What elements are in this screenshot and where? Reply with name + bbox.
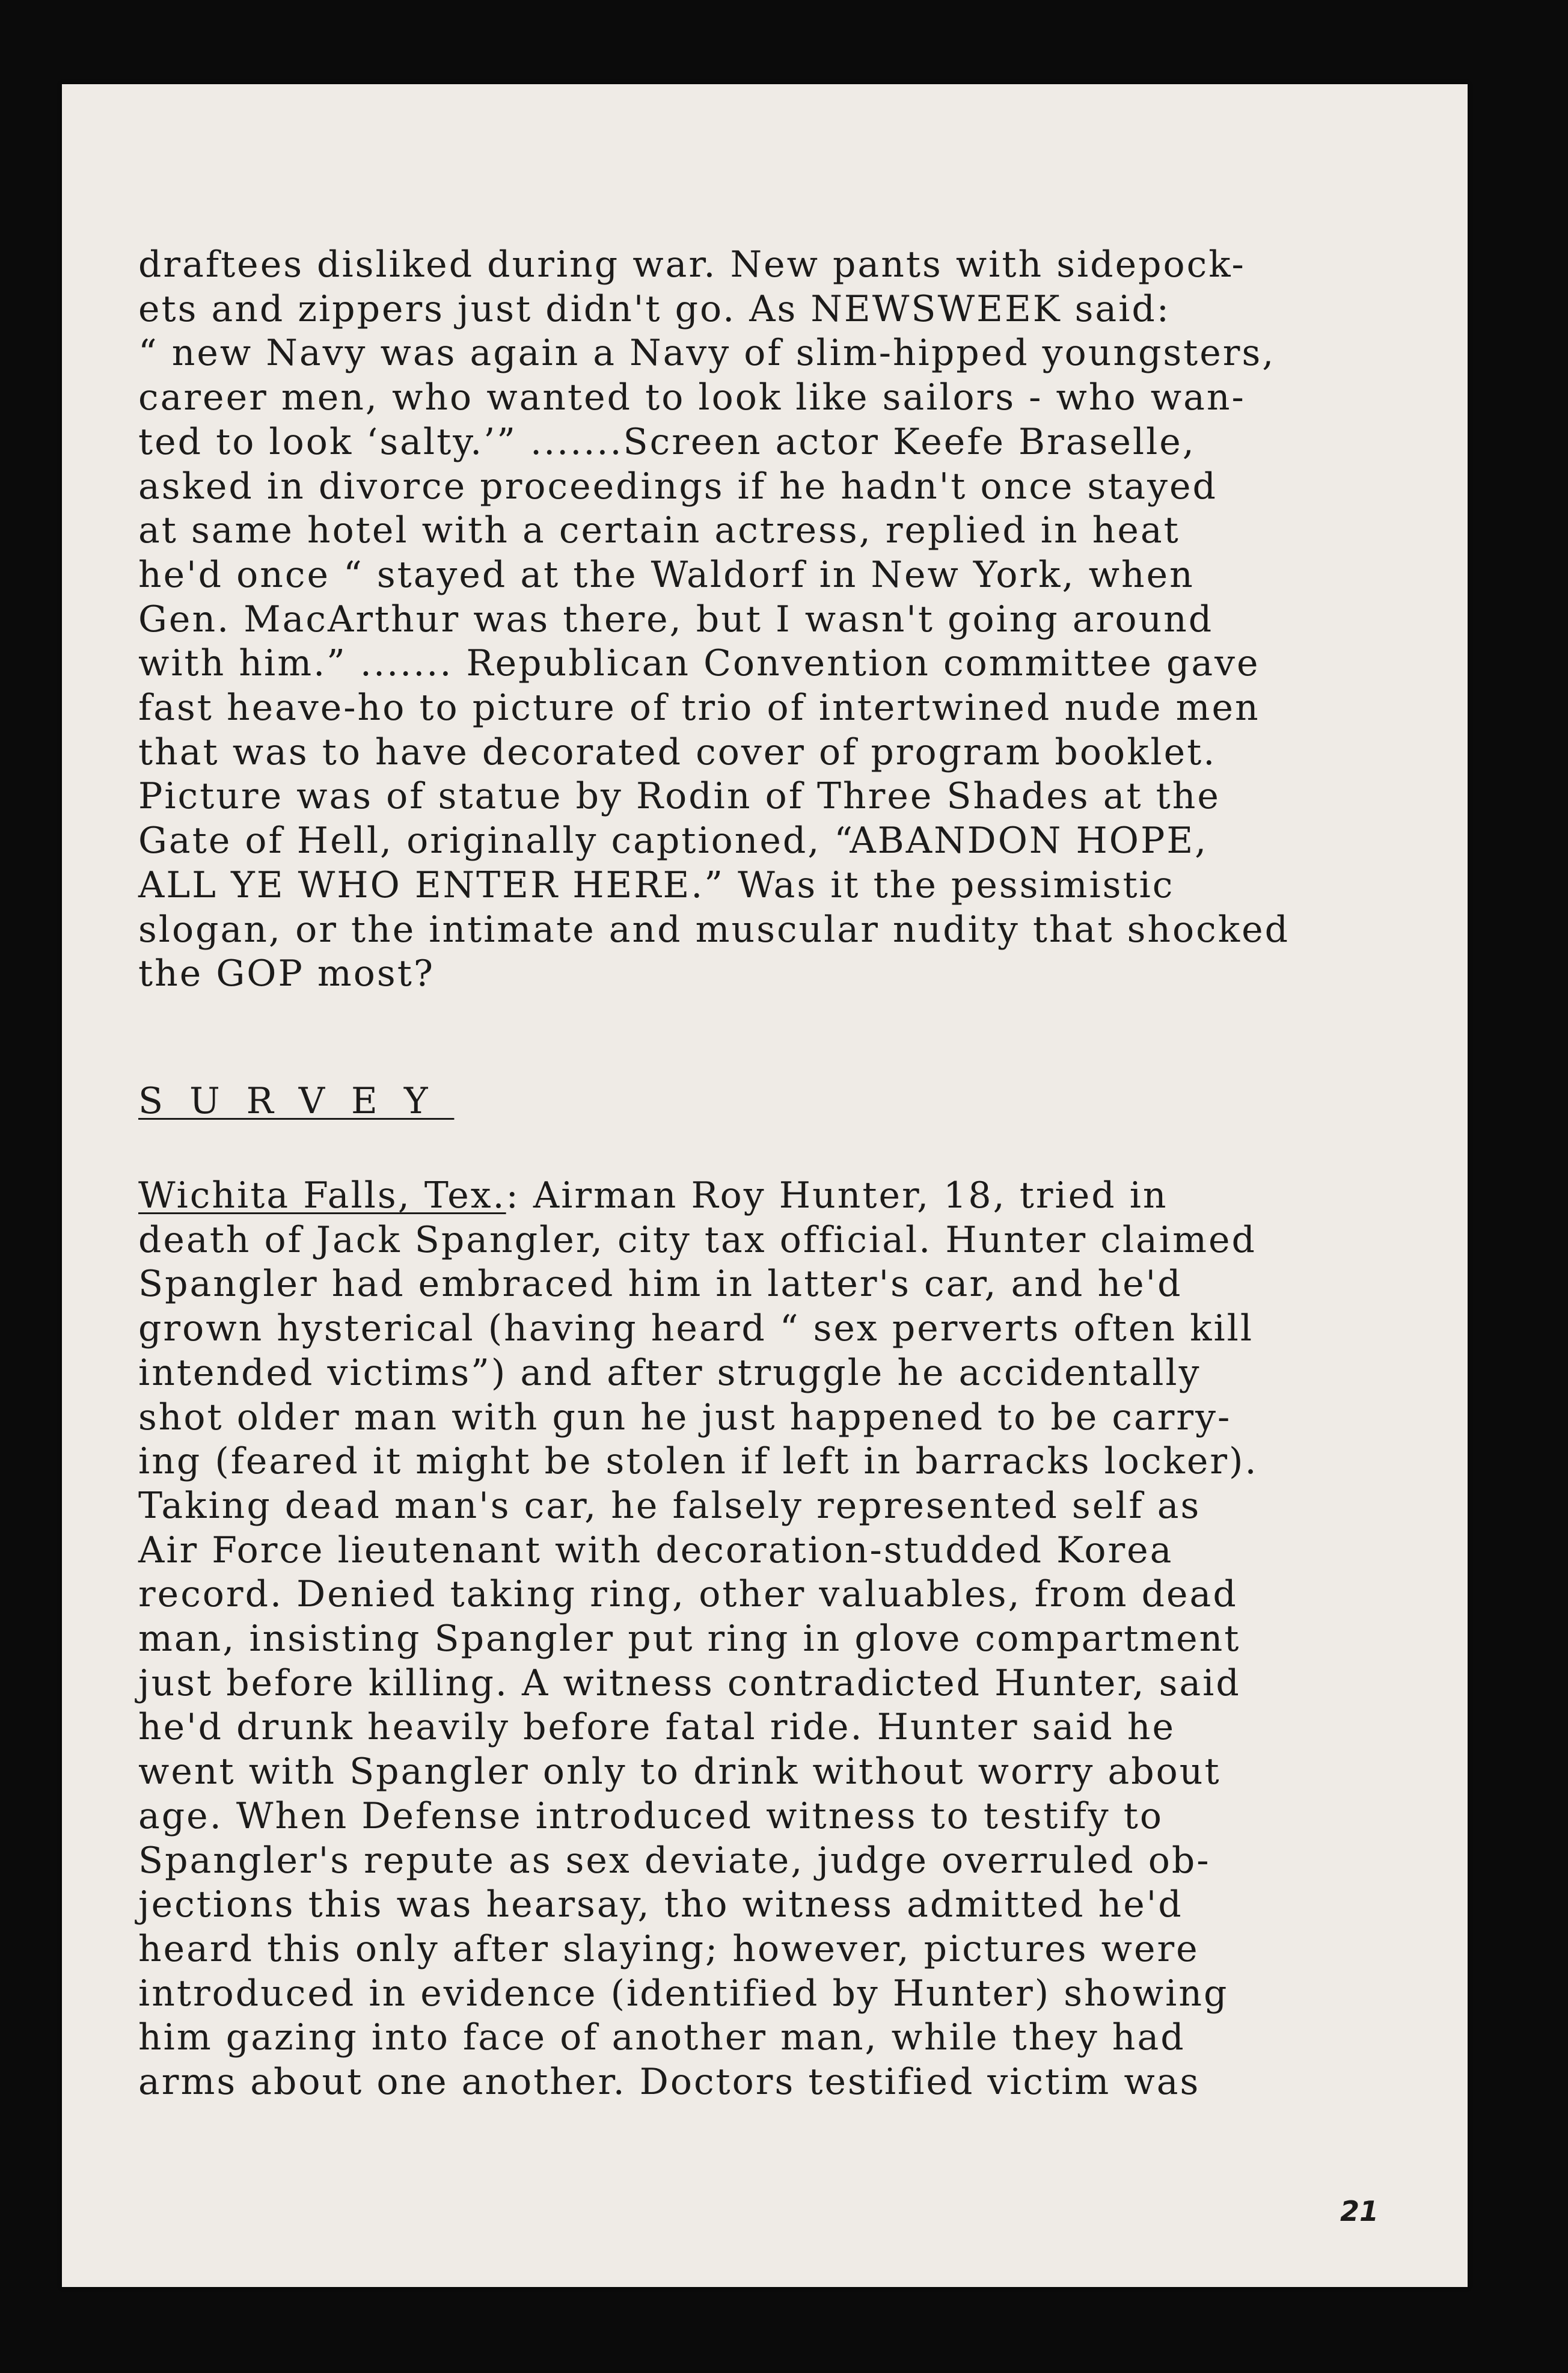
text-line: ets and zippers just didn't go. As NEWSWEEK said: — [138, 287, 1171, 330]
text-line: Picture was of statue by Rodin of Three Shades at the — [138, 775, 1220, 818]
text-line: Air Force lieutenant with decoration-studded Korea — [138, 1529, 1174, 1571]
text-line: death of Jack Spangler, city tax official. Hunter claimed — [138, 1218, 1257, 1261]
text-line: the GOP most? — [138, 953, 435, 995]
text-line: asked in divorce proceedings if he hadn't once stayed — [138, 465, 1217, 508]
text-line: Taking dead man's car, he falsely represented self as — [138, 1484, 1201, 1527]
text-line: record. Denied taking ring, other valuables, from dead — [138, 1573, 1238, 1616]
text-line: Spangler's repute as sex deviate, judge overruled ob- — [138, 1839, 1211, 1882]
text-line: slogan, or the intimate and muscular nudity that shocked — [138, 908, 1290, 951]
text-line: shot older man with gun he just happened to be carry- — [138, 1396, 1232, 1438]
text-line: “ new Navy was again a Navy of slim-hipped youngsters, — [138, 332, 1276, 375]
first-line-text: : Airman Roy Hunter, 18, tried in — [506, 1174, 1168, 1217]
text-line: that was to have decorated cover of program booklet. — [138, 731, 1217, 773]
text-line: grown hysterical (having heard “ sex perverts often kill — [138, 1307, 1254, 1350]
text-line: he'd drunk heavily before fatal ride. Hunter said he — [138, 1706, 1176, 1749]
text-line: man, insisting Spangler put ring in glove compartment — [138, 1618, 1241, 1660]
text-line: Gate of Hell, originally captioned, “ABANDON HOPE, — [138, 820, 1208, 862]
text-line: him gazing into face of another man, while they had — [138, 2016, 1186, 2059]
text-line: heard this only after slaying; however, pictures were — [138, 1927, 1199, 1970]
dateline: Wichita Falls, Tex. — [138, 1174, 506, 1217]
section-heading-survey: SURVEY — [138, 1080, 455, 1122]
text-line: career men, who wanted to look like sailors - who wan- — [138, 376, 1246, 419]
page-number: 21 — [1340, 2195, 1379, 2227]
text-line: ALL YE WHO ENTER HERE.” Was it the pessimistic — [138, 864, 1175, 906]
text-line: draftees disliked during war. New pants with sidepock- — [138, 244, 1246, 286]
text-line: intended victims”) and after struggle he accidentally — [138, 1351, 1201, 1394]
text-line: age. When Defense introduced witness to testify to — [138, 1794, 1163, 1837]
text-line: ted to look ‘salty.’” .......Screen actor Keefe Braselle, — [138, 420, 1196, 463]
text-line: at same hotel with a certain actress, replied in heat — [138, 509, 1180, 552]
text-line: with him.” ....... Republican Convention committee gave — [138, 642, 1260, 685]
text-line: arms about one another. Doctors testified victim was — [138, 2061, 1201, 2104]
text-line: fast heave-ho to picture of trio of intertwined nude men — [138, 687, 1260, 729]
text-line: ing (feared it might be stolen if left in barracks locker). — [138, 1440, 1258, 1483]
opening-paragraph — [138, 243, 1431, 996]
book-page — [62, 84, 1468, 2287]
text-line: Gen. MacArthur was there, but I wasn't going around — [138, 598, 1214, 640]
text-line: Spangler had embraced him in latter's car, and he'd — [138, 1263, 1183, 1306]
text-line: just before killing. A witness contradicted Hunter, said — [138, 1662, 1241, 1704]
text-line: he'd once “ stayed at the Waldorf in New York, when — [138, 553, 1195, 596]
text-line: introduced in evidence (identified by Hunter) showing — [138, 1972, 1229, 2015]
survey-paragraph — [138, 1174, 1431, 2105]
text-line: jections this was hearsay, tho witness admitted he'd — [138, 1883, 1183, 1926]
text-line: went with Spangler only to drink without worry about — [138, 1751, 1221, 1793]
text-line-first — [138, 1174, 1431, 1218]
